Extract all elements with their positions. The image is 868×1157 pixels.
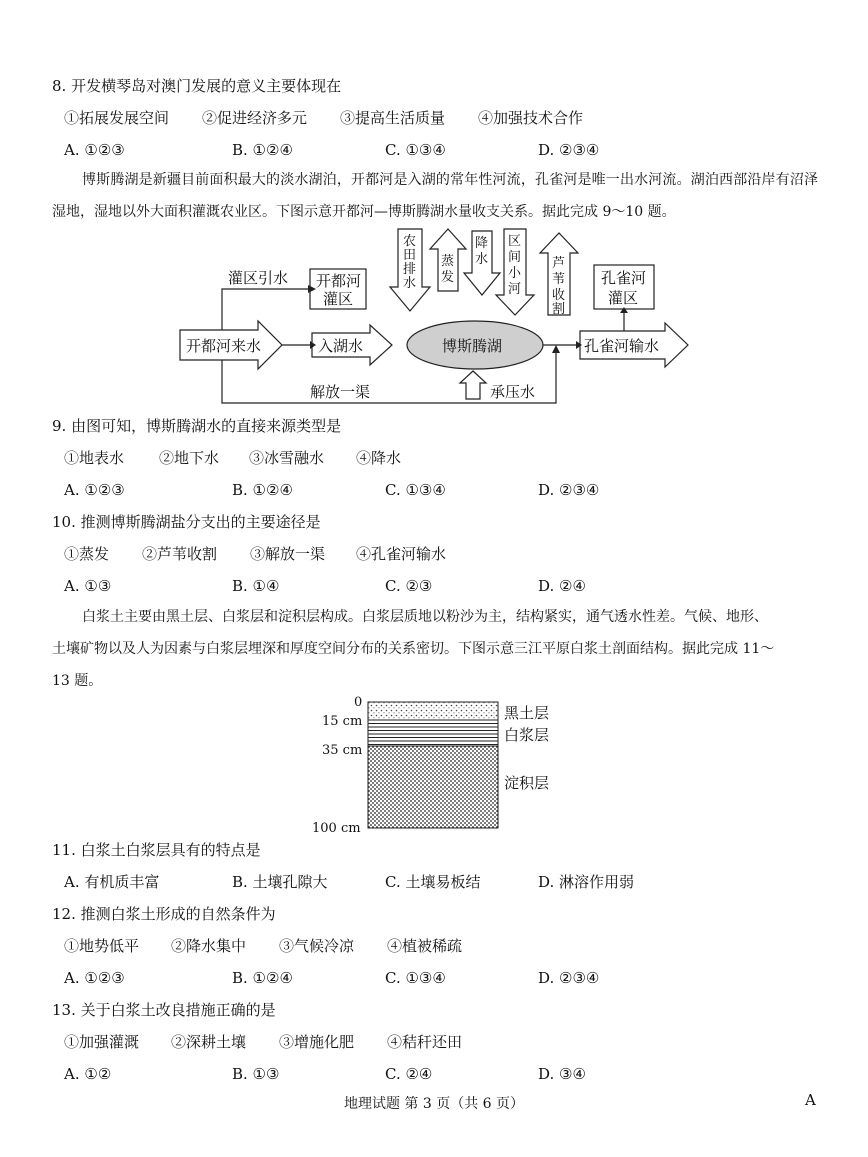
depth-100-label: 100 cm <box>312 821 361 836</box>
reed-harvest-char-2: 苇 <box>552 272 566 287</box>
depth-15-label: 15 cm <box>322 714 363 729</box>
q9-stem: 9. 由图可知，博斯腾湖水的直接来源类型是 <box>52 417 342 435</box>
farmland-drain-char-4: 水 <box>403 276 417 291</box>
q9-choice-d: D. ②③④ <box>538 481 600 499</box>
white-layer-label: 白浆层 <box>504 726 550 744</box>
soil-profile-diagram <box>300 694 570 836</box>
q12-item-1: ①地势低平 <box>64 937 140 955</box>
reed-harvest-char-3: 收 <box>552 288 566 303</box>
q11-stem: 11. 白浆土白浆层具有的特点是 <box>52 841 261 859</box>
page-footer: 地理试题 第 3 页（共 6 页） <box>343 1096 525 1112</box>
diversion-label: 灌区引水 <box>228 269 289 287</box>
q8-choice-d: D. ②③④ <box>538 141 600 159</box>
q8-item-3: ③提高生活质量 <box>340 109 446 127</box>
passage-baijiang-line-2: 土壤矿物以及人为因素与白浆层埋深和厚度空间分布的关系密切。下图示意三江平原白浆土剖面结构。据此完成 11～ <box>52 641 775 657</box>
q10-item-1: ①蒸发 <box>64 545 110 563</box>
lake-label: 博斯腾湖 <box>442 337 503 355</box>
interval-streams-char-3: 小 <box>508 266 522 281</box>
q11-choice-d: D. 淋溶作用弱 <box>538 873 635 891</box>
q10-stem: 10. 推测博斯腾湖盐分支出的主要途径是 <box>52 513 321 531</box>
water-balance-diagram <box>170 225 700 410</box>
kongque-irrigation-label-1: 孔雀河 <box>601 269 647 287</box>
depth-0-label: 0 <box>354 695 363 710</box>
q9-choice-a: A. ①②③ <box>64 481 125 499</box>
confined-water-arrow <box>460 371 486 399</box>
q10-item-2: ②芦苇收割 <box>142 545 218 563</box>
q13-item-3: ③增施化肥 <box>279 1033 355 1051</box>
q13-stem: 13. 关于白浆土改良措施正确的是 <box>52 1001 276 1019</box>
kongque-outflow-label: 孔雀河输水 <box>584 337 660 355</box>
passage-baijiang-line-1: 白浆土主要由黑土层、白浆层和淀积层构成。白浆层质地以粉沙为主，结构紧实，通气透水性差。气候、地形、 <box>82 609 768 625</box>
precipitation-char-2: 水 <box>475 252 489 267</box>
interval-streams-char-4: 河 <box>508 282 522 297</box>
kaidu-inflow-label: 开都河来水 <box>186 337 262 355</box>
q13-item-2: ②深耕土壤 <box>171 1033 247 1051</box>
farmland-drain-char-2: 田 <box>403 248 417 263</box>
q11-choice-a: A. 有机质丰富 <box>64 873 160 891</box>
q13-item-1: ①加强灌溉 <box>64 1033 140 1051</box>
canal-arrowhead <box>552 345 560 353</box>
black-soil-label: 黑土层 <box>504 704 550 722</box>
q8-item-1: ①拓展发展空间 <box>64 109 170 127</box>
passage-baijiang-line-3: 13 题。 <box>52 673 103 689</box>
kongque-irrigation-label-2: 灌区 <box>608 289 639 307</box>
q10-item-3: ③解放一渠 <box>250 545 326 563</box>
evaporation-char-1: 蒸 <box>441 254 455 269</box>
farmland-drain-char-3: 排 <box>403 262 417 277</box>
confined-water-label: 承压水 <box>490 383 536 401</box>
q10-choice-b: B. ①④ <box>232 577 280 595</box>
paper-version-letter: A <box>805 1091 816 1109</box>
q12-stem: 12. 推测白浆土形成的自然条件为 <box>52 905 276 923</box>
farmland-drain-char-1: 农 <box>403 234 417 249</box>
jiefang-canal-label: 解放一渠 <box>310 383 371 401</box>
white-layer <box>368 720 498 746</box>
q10-choice-a: A. ①③ <box>64 577 112 595</box>
q9-item-2: ②地下水 <box>159 449 220 467</box>
illuvial-layer-label: 淀积层 <box>504 774 550 792</box>
q12-item-4: ④植被稀疏 <box>387 937 463 955</box>
q8-choice-b: B. ①②④ <box>232 141 293 159</box>
interval-streams-char-2: 间 <box>508 250 522 265</box>
q11-choice-c: C. 土壤易板结 <box>385 873 481 891</box>
q12-choice-c: C. ①③④ <box>385 969 446 987</box>
illuvial-layer <box>368 746 498 828</box>
q8-item-4: ④加强技术合作 <box>478 109 584 127</box>
kaidu-irrigation-label-2: 灌区 <box>323 290 354 308</box>
q12-item-2: ②降水集中 <box>171 937 247 955</box>
q12-choice-a: A. ①②③ <box>64 969 125 987</box>
diversion-line <box>222 289 308 330</box>
q13-choice-a: A. ①② <box>64 1065 112 1083</box>
q11-choice-b: B. 土壤孔隙大 <box>232 873 328 891</box>
depth-35-label: 35 cm <box>322 743 363 758</box>
interval-streams-char-1: 区 <box>508 234 522 249</box>
kaidu-irrigation-label-1: 开都河 <box>316 272 362 290</box>
q9-choice-c: C. ①③④ <box>385 481 446 499</box>
q12-choice-b: B. ①②④ <box>232 969 293 987</box>
q9-item-3: ③冰雪融水 <box>249 449 325 467</box>
black-soil-layer <box>368 702 498 720</box>
q10-item-4: ④孔雀河输水 <box>356 545 447 563</box>
lake-inflow-label: 入湖水 <box>318 337 364 355</box>
q10-choice-d: D. ②④ <box>538 577 586 595</box>
q12-item-3: ③气候冷凉 <box>279 937 355 955</box>
q8-item-2: ②促进经济多元 <box>202 109 308 127</box>
q9-item-4: ④降水 <box>356 449 402 467</box>
q8-choice-c: C. ①③④ <box>385 141 446 159</box>
q13-item-4: ④秸秆还田 <box>387 1033 463 1051</box>
precipitation-char-1: 降 <box>475 236 489 251</box>
evaporation-char-2: 发 <box>441 270 455 285</box>
q9-choice-b: B. ①②④ <box>232 481 293 499</box>
passage-bosten: 博斯腾湖是新疆目前面积最大的淡水湖泊，开都河是入湖的常年性河流，孔雀河是唯一出水河流。湖泊西部沿岸有沼泽湿地，湿地以外大面积灌溉农业区。下图示意开都河—博斯腾湖水量收支关系。据此完成 9～10 题。 <box>52 172 818 220</box>
q12-choice-d: D. ②③④ <box>538 969 600 987</box>
q10-choice-c: C. ②③ <box>385 577 433 595</box>
q13-choice-b: B. ①③ <box>232 1065 280 1083</box>
reed-harvest-char-4: 割 <box>552 302 566 317</box>
q9-item-1: ①地表水 <box>64 449 125 467</box>
q13-choice-d: D. ③④ <box>538 1065 586 1083</box>
q8-stem: 8. 开发横琴岛对澳门发展的意义主要体现在 <box>52 77 342 95</box>
reed-harvest-char-1: 芦 <box>552 256 566 271</box>
q8-choice-a: A. ①②③ <box>64 141 125 159</box>
q13-choice-c: C. ②④ <box>385 1065 433 1083</box>
